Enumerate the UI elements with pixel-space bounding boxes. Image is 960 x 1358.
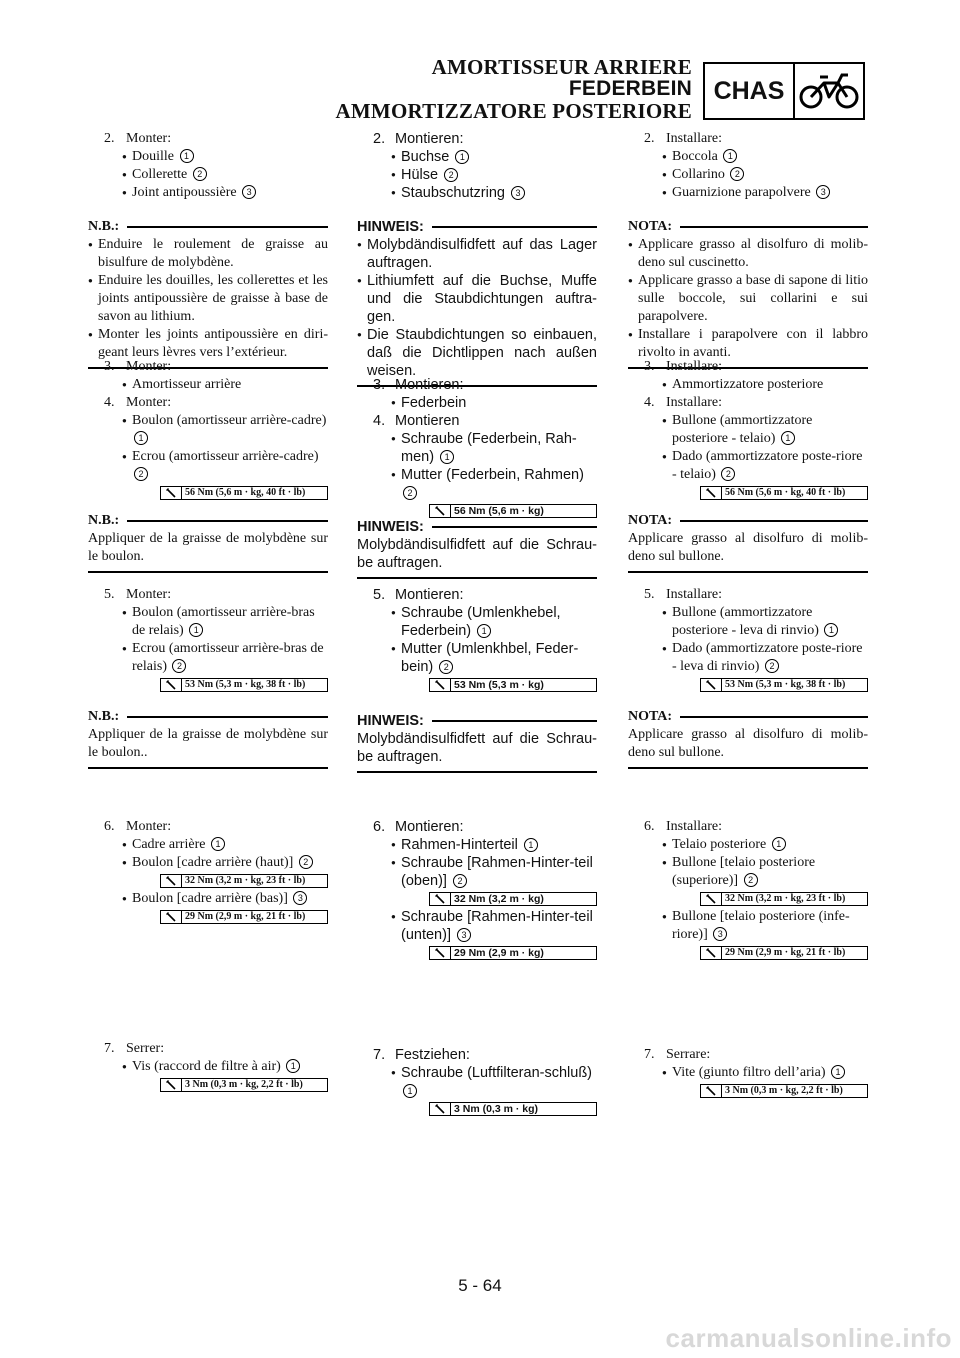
torque-value: 53 Nm (5,3 m · kg, 38 ft · lb) — [725, 679, 846, 690]
part-name: Schraube [Rahmen-Hinter-teil (oben)] — [401, 855, 593, 889]
note-rule — [127, 716, 328, 718]
part-name: Dado (ammortizzatore poste-riore - telaio) — [672, 449, 863, 482]
wrench-icon — [430, 679, 451, 691]
note-heading: HINWEIS: — [357, 519, 424, 535]
note-text: Appliquer de la graisse de molybdène sur le boulon.. — [88, 727, 328, 760]
step-heading — [357, 1046, 597, 1064]
part-name: Boulon [cadre arrière (bas)] — [132, 891, 288, 906]
step-number: 3. — [373, 377, 386, 393]
part-item — [357, 184, 597, 202]
callout-number: 3 — [293, 891, 307, 905]
step-verb: Serrare: — [666, 1047, 711, 1062]
part-item — [88, 854, 328, 872]
note-text: Molybdändisulfidfett auf die Schrau-be auftragen. — [357, 537, 597, 571]
part-item — [357, 1064, 597, 1100]
step-s7 — [628, 1046, 868, 1100]
part-name: Staubschutzring — [401, 185, 505, 201]
step-heading — [88, 358, 328, 376]
part-name: Dado (ammortizzatore poste-riore - leva di rinvio) — [672, 641, 863, 674]
part-item — [357, 430, 597, 466]
step-s2 — [88, 130, 328, 202]
part-name: Ammortizzatore posteriore — [672, 377, 824, 392]
note-box — [628, 700, 868, 769]
step-s7 — [88, 1040, 328, 1094]
part-item — [357, 836, 597, 854]
wrench-icon — [161, 875, 182, 887]
step-s6 — [88, 818, 328, 926]
note-box — [88, 504, 328, 573]
chapter-badge — [703, 62, 865, 120]
part-item — [628, 908, 868, 944]
step-s6 — [357, 818, 597, 962]
part-name: Bullone [telaio posteriore (infe-riore)] — [672, 909, 850, 942]
note-item: ● Enduire les douilles, les collerettes et les joints antipoussière de graisse à base de savon au lithium. — [88, 272, 328, 326]
step-verb: Montieren: — [395, 377, 464, 393]
note-rule — [432, 526, 597, 528]
step-verb: Monter: — [126, 359, 172, 374]
step-s2 — [357, 130, 597, 202]
step-heading — [357, 130, 597, 148]
step-heading — [628, 586, 868, 604]
note-heading: N.B.: — [88, 219, 120, 234]
callout-number: 2 — [299, 855, 313, 869]
step-s4 — [88, 394, 328, 502]
step-verb: Installare: — [666, 359, 722, 374]
step-verb: Festziehen: — [395, 1047, 470, 1063]
step-s5 — [88, 586, 328, 694]
part-name: Joint antipoussière — [132, 185, 237, 200]
callout-number: 3 — [511, 186, 525, 200]
part-name: Rahmen-Hinterteil — [401, 837, 518, 853]
torque-spec — [700, 892, 868, 906]
wrench-icon — [701, 679, 722, 691]
part-name: Collerette — [132, 167, 188, 182]
step-s5 — [357, 586, 597, 694]
torque-spec — [700, 1084, 868, 1098]
part-item — [88, 1058, 328, 1076]
part-item — [628, 854, 868, 890]
part-item — [88, 166, 328, 184]
torque-spec — [160, 678, 328, 692]
step-verb: Serrer: — [126, 1041, 165, 1056]
note-heading: NOTA: — [628, 709, 673, 724]
wrench-icon — [161, 487, 182, 499]
page-number: 5 - 64 — [458, 1276, 502, 1295]
step-number: 5. — [644, 587, 655, 602]
callout-number: 1 — [286, 1059, 300, 1073]
torque-value: 29 Nm (2,9 m · kg, 21 ft · lb) — [725, 947, 846, 958]
callout-number: 1 — [134, 431, 148, 445]
part-item — [88, 412, 328, 448]
step-number: 2. — [644, 131, 655, 146]
callout-number: 2 — [403, 486, 417, 500]
step-verb: Montieren — [395, 413, 460, 429]
part-item — [628, 166, 868, 184]
part-item — [88, 184, 328, 202]
note-heading: NOTA: — [628, 219, 673, 234]
note-item: ● Molybdändisulfidfett auf das Lager auftragen. — [357, 236, 597, 272]
step-number: 3. — [104, 359, 115, 374]
callout-number: 1 — [824, 623, 838, 637]
part-item — [628, 1064, 868, 1082]
callout-number: 1 — [455, 150, 469, 164]
step-s4 — [357, 412, 597, 520]
step-heading — [88, 818, 328, 836]
step-number: 4. — [373, 413, 386, 429]
callout-number: 1 — [211, 837, 225, 851]
watermark: carmanualsonline.info — [665, 1323, 952, 1353]
part-item — [628, 148, 868, 166]
callout-number: 2 — [134, 467, 148, 481]
note-rule — [127, 226, 328, 228]
part-name: Schraube [Rahmen-Hinter-teil (unten)] — [401, 909, 593, 943]
part-name: Bullone [telaio posteriore (superiore)] — [672, 855, 816, 888]
callout-number: 1 — [180, 149, 194, 163]
wrench-icon — [161, 1079, 182, 1091]
part-name: Boccola — [672, 149, 718, 164]
callout-number: 2 — [444, 168, 458, 182]
step-number: 3. — [644, 359, 655, 374]
part-item — [628, 640, 868, 676]
step-s2 — [628, 130, 868, 202]
step-heading — [628, 130, 868, 148]
torque-value: 29 Nm (2,9 m · kg) — [454, 947, 544, 959]
callout-number: 3 — [242, 185, 256, 199]
torque-spec — [429, 1102, 597, 1116]
part-item — [628, 376, 868, 394]
part-item — [357, 604, 597, 640]
wrench-icon — [430, 1103, 451, 1115]
motorcycle-icon — [795, 64, 863, 118]
part-item — [628, 412, 868, 448]
step-heading — [357, 412, 597, 430]
part-item — [88, 604, 328, 640]
note-rule — [680, 716, 868, 718]
callout-number: 2 — [765, 659, 779, 673]
torque-value: 56 Nm (5,6 m · kg, 40 ft · lb) — [725, 487, 846, 498]
step-verb: Installare: — [666, 587, 722, 602]
step-s3 — [88, 358, 328, 394]
part-item — [88, 640, 328, 676]
section-titles — [336, 56, 692, 122]
chapter-badge-label: CHAS — [705, 64, 795, 118]
torque-spec — [429, 678, 597, 692]
note-box — [628, 504, 868, 573]
part-item — [88, 836, 328, 854]
torque-value: 3 Nm (0,3 m · kg) — [454, 1103, 539, 1115]
torque-spec — [160, 486, 328, 500]
torque-value: 3 Nm (0,3 m · kg, 2,2 ft · lb) — [185, 1079, 303, 1090]
step-number: 6. — [644, 819, 655, 834]
note-box — [357, 704, 597, 773]
part-item — [357, 466, 597, 502]
note-rule — [432, 226, 597, 228]
part-name: Cadre arrière — [132, 837, 206, 852]
part-name: Vis (raccord de filtre à air) — [132, 1059, 281, 1074]
step-verb: Montieren: — [395, 587, 464, 603]
note-text: Applicare grasso al disolfuro di molib-deno sul bullone. — [628, 531, 868, 564]
part-item — [357, 854, 597, 890]
callout-number: 2 — [721, 467, 735, 481]
note-item: ● Lithiumfett auf die Buchse, Muffe und die Staubdichtungen auftra-gen. — [357, 272, 597, 326]
part-item — [357, 394, 597, 412]
step-number: 5. — [104, 587, 115, 602]
part-name: Federbein — [401, 395, 467, 411]
note-heading: HINWEIS: — [357, 219, 424, 235]
callout-number: 2 — [744, 873, 758, 887]
part-name: Boulon (amortisseur arrière-cadre) — [132, 413, 327, 428]
callout-number: 1 — [477, 624, 491, 638]
part-name: Ecrou (amortisseur arrière-cadre) — [132, 449, 319, 464]
part-name: Guarnizione parapolvere — [672, 185, 811, 200]
torque-value: 32 Nm (3,2 m · kg, 23 ft · lb) — [185, 875, 306, 886]
torque-value: 32 Nm (3,2 m · kg) — [454, 893, 544, 905]
step-verb: Montieren: — [395, 131, 464, 147]
callout-number: 1 — [440, 450, 454, 464]
note-item: ● Die Staubdichtungen so einbauen, daß die Dichtlippen nach außen weisen. — [357, 326, 597, 380]
callout-number: 1 — [772, 837, 786, 851]
torque-value: 53 Nm (5,3 m · kg, 38 ft · lb) — [185, 679, 306, 690]
step-heading — [357, 818, 597, 836]
note-box — [88, 700, 328, 769]
callout-number: 3 — [457, 928, 471, 942]
torque-value: 56 Nm (5,6 m · kg, 40 ft · lb) — [185, 487, 306, 498]
step-number: 5. — [373, 587, 386, 603]
note-item: ● Enduire le roulement de graisse au bisulfure de molybdène. — [88, 236, 328, 272]
step-number: 7. — [104, 1041, 115, 1056]
callout-number: 1 — [403, 1084, 417, 1098]
step-number: 4. — [644, 395, 655, 410]
title-fr: AMORTISSEUR ARRIERE — [431, 55, 692, 79]
torque-value: 3 Nm (0,3 m · kg, 2,2 ft · lb) — [725, 1085, 843, 1096]
step-verb: Installare: — [666, 131, 722, 146]
part-name: Bullone (ammortizzatore posteriore - leva di rinvio) — [672, 605, 819, 638]
part-item — [88, 148, 328, 166]
part-name: Collarino — [672, 167, 725, 182]
note-rule — [680, 520, 868, 522]
callout-number: 2 — [439, 660, 453, 674]
step-number: 6. — [373, 819, 386, 835]
step-heading — [628, 1046, 868, 1064]
torque-value: 56 Nm (5,6 m · kg) — [454, 505, 544, 517]
torque-spec — [160, 1078, 328, 1092]
torque-value: 53 Nm (5,3 m · kg) — [454, 679, 544, 691]
torque-spec — [429, 946, 597, 960]
part-name: Boulon (amortisseur arrière-bras de relais) — [132, 605, 315, 638]
callout-number: 3 — [713, 927, 727, 941]
note-text: Molybdändisulfidfett auf die Schrau-be auftragen. — [357, 731, 597, 765]
note-heading: NOTA: — [628, 513, 673, 528]
step-number: 7. — [644, 1047, 655, 1062]
torque-spec — [700, 486, 868, 500]
note-rule — [680, 226, 868, 228]
wrench-icon — [161, 679, 182, 691]
wrench-icon — [701, 1085, 722, 1097]
wrench-icon — [701, 947, 722, 959]
callout-number: 2 — [172, 659, 186, 673]
part-name: Mutter (Umlenkhbel, Feder-bein) — [401, 641, 579, 675]
step-s7 — [357, 1046, 597, 1118]
part-name: Ecrou (amortisseur arrière-bras de relais) — [132, 641, 324, 674]
part-item — [357, 640, 597, 676]
note-heading: N.B.: — [88, 709, 120, 724]
title-de: FEDERBEIN — [568, 77, 692, 100]
note-box — [628, 210, 868, 369]
note-rule — [127, 520, 328, 522]
part-name: Schraube (Luftfilteran-schluß) — [401, 1065, 592, 1081]
step-number: 7. — [373, 1047, 386, 1063]
torque-spec — [700, 946, 868, 960]
step-heading — [88, 394, 328, 412]
step-heading — [88, 586, 328, 604]
torque-spec — [700, 678, 868, 692]
torque-value: 32 Nm (3,2 m · kg, 23 ft · lb) — [725, 893, 846, 904]
step-s3 — [357, 376, 597, 412]
part-name: Mutter (Federbein, Rahmen) — [401, 467, 584, 483]
part-name: Hülse — [401, 167, 439, 183]
wrench-icon — [430, 893, 451, 905]
step-heading — [628, 394, 868, 412]
part-name: Boulon [cadre arrière (haut)] — [132, 855, 294, 870]
wrench-icon — [701, 487, 722, 499]
wrench-icon — [161, 911, 182, 923]
part-item — [357, 166, 597, 184]
callout-number: 1 — [189, 623, 203, 637]
step-verb: Monter: — [126, 587, 172, 602]
wrench-icon — [430, 947, 451, 959]
note-item: ● Installare i parapolvere con il labbro rivolto in avanti. — [628, 326, 868, 362]
step-verb: Monter: — [126, 395, 172, 410]
note-box — [88, 210, 328, 369]
part-item — [357, 908, 597, 944]
step-heading — [357, 586, 597, 604]
note-text: Appliquer de la graisse de molybdène sur le boulon. — [88, 531, 328, 564]
step-verb: Monter: — [126, 131, 172, 146]
part-name: Schraube (Federbein, Rah-men) — [401, 431, 577, 465]
step-number: 4. — [104, 395, 115, 410]
step-verb: Installare: — [666, 395, 722, 410]
step-heading — [357, 376, 597, 394]
part-name: Douille — [132, 149, 174, 164]
note-box — [357, 510, 597, 579]
part-name: Telaio posteriore — [672, 837, 767, 852]
part-item — [628, 448, 868, 484]
part-name: Amortisseur arrière — [132, 377, 242, 392]
torque-spec — [429, 892, 597, 906]
part-item — [357, 148, 597, 166]
step-verb: Installare: — [666, 819, 722, 834]
torque-value: 29 Nm (2,9 m · kg, 21 ft · lb) — [185, 911, 306, 922]
note-heading: N.B.: — [88, 513, 120, 528]
note-text: Applicare grasso al disolfuro di molib-deno sul bullone. — [628, 727, 868, 760]
torque-spec — [160, 910, 328, 924]
part-name: Vite (giunto filtro dell’aria) — [672, 1065, 826, 1080]
part-name: Buchse — [401, 149, 450, 165]
step-s6 — [628, 818, 868, 962]
note-item: ● Applicare grasso al disolfuro di molib-deno sul cuscinetto. — [628, 236, 868, 272]
part-item — [88, 448, 328, 484]
note-item: ● Monter les joints antipoussière en diri-geant leurs lèvres vers l’extérieur. — [88, 326, 328, 362]
callout-number: 1 — [524, 838, 538, 852]
part-name: Schraube (Umlenkhebel, Federbein) — [401, 605, 561, 639]
step-s3 — [628, 358, 868, 394]
wrench-icon — [701, 893, 722, 905]
note-rule — [432, 720, 597, 722]
step-heading — [628, 818, 868, 836]
note-box — [357, 210, 597, 387]
step-number: 2. — [373, 131, 386, 147]
callout-number: 1 — [723, 149, 737, 163]
callout-number: 2 — [193, 167, 207, 181]
step-number: 2. — [104, 131, 115, 146]
callout-number: 1 — [831, 1065, 845, 1079]
callout-number: 2 — [730, 167, 744, 181]
callout-number: 3 — [816, 185, 830, 199]
part-item — [628, 836, 868, 854]
note-item: ● Applicare grasso a base di sapone di litio sulle boccole, sui collarini e sui parapolvere. — [628, 272, 868, 326]
part-item — [88, 890, 328, 908]
step-heading — [628, 358, 868, 376]
step-heading — [88, 130, 328, 148]
step-verb: Montieren: — [395, 819, 464, 835]
part-name: Bullone (ammortizzatore posteriore - telaio) — [672, 413, 813, 446]
note-heading: HINWEIS: — [357, 713, 424, 729]
part-item — [628, 184, 868, 202]
callout-number: 1 — [781, 431, 795, 445]
step-number: 6. — [104, 819, 115, 834]
step-s4 — [628, 394, 868, 502]
part-item — [628, 604, 868, 640]
torque-spec — [160, 874, 328, 888]
callout-number: 2 — [453, 874, 467, 888]
step-verb: Monter: — [126, 819, 172, 834]
step-s5 — [628, 586, 868, 694]
title-it: AMMORTIZZATORE POSTERIORE — [335, 99, 692, 123]
step-heading — [88, 1040, 328, 1058]
part-item — [88, 376, 328, 394]
